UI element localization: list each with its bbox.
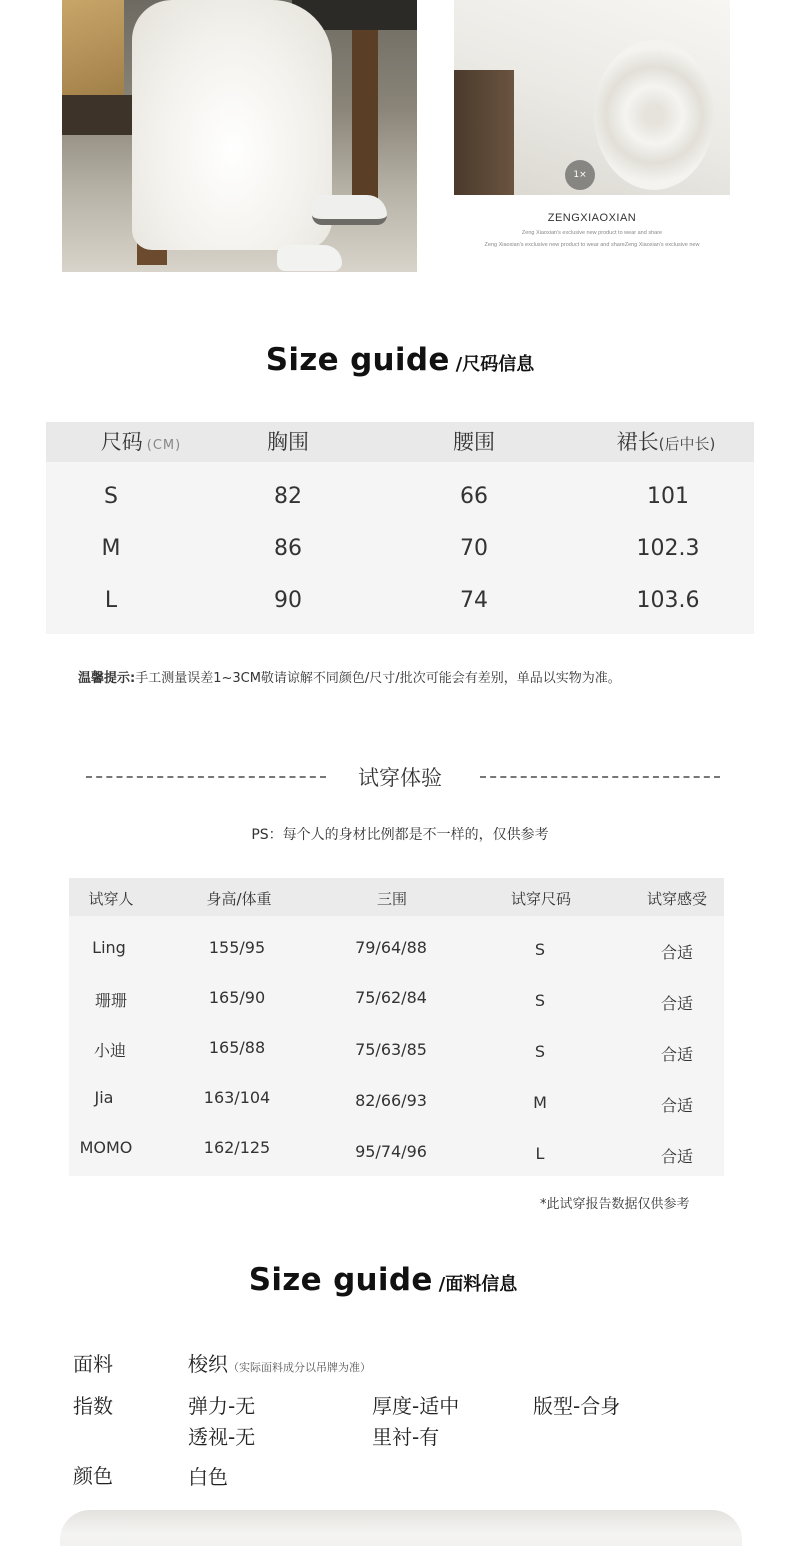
tip-text: 手工测量误差1~3CM敬请谅解不同颜色/尺寸/批次可能会有差别，单品以实物为准。 xyxy=(135,671,621,686)
cell-fit-feel: 合适 xyxy=(660,1147,693,1166)
cell-tried-size: S xyxy=(534,991,546,1010)
tip-label: 温馨提示: xyxy=(78,671,136,686)
material-label: 面料 xyxy=(73,1352,113,1376)
tryon-title: 试穿体验 xyxy=(358,766,442,790)
cell-measurements: 75/62/84 xyxy=(355,988,427,1007)
cell-height-weight: 163/104 xyxy=(203,1088,271,1107)
brand-name: ZENGXIAOXIAN xyxy=(547,212,637,224)
cell-height-weight: 155/95 xyxy=(208,938,266,957)
material-note: （实际面料成分以吊牌为准） xyxy=(228,1361,371,1374)
header-fit-feel: 试穿感受 xyxy=(646,890,707,908)
cell-size: S xyxy=(104,484,118,509)
zoom-badge: 1× xyxy=(565,160,595,190)
cell-tester: 小迪 xyxy=(93,1041,126,1060)
cell-tester: MOMO xyxy=(79,1138,133,1157)
cell-height-weight: 165/90 xyxy=(208,988,266,1007)
cell-measurements: 95/74/96 xyxy=(355,1142,427,1161)
header-tried-size: 试穿尺码 xyxy=(510,890,571,908)
size-guide-subtitle: /尺码信息 xyxy=(455,354,535,375)
lining-value: 里衬-有 xyxy=(372,1425,440,1449)
header-waist: 腰围 xyxy=(453,430,495,454)
cell-size: M xyxy=(101,536,121,561)
cell-fit-feel: 合适 xyxy=(660,1096,693,1115)
header-length: 裙长(后中长) xyxy=(616,430,716,454)
header-bust: 胸围 xyxy=(267,430,309,454)
color-label: 颜色 xyxy=(73,1464,113,1488)
cell-height-weight: 162/125 xyxy=(203,1138,271,1157)
cell-fit-feel: 合适 xyxy=(660,943,693,962)
cell-bust: 86 xyxy=(274,536,302,561)
fabric-subtitle: /面料信息 xyxy=(438,1274,518,1295)
product-photo-model xyxy=(62,0,417,272)
cell-height-weight: 165/88 xyxy=(208,1038,266,1057)
size-table-header xyxy=(46,422,754,462)
cell-waist: 74 xyxy=(460,588,488,613)
size-guide-title: Size guide xyxy=(265,342,450,378)
cell-bust: 90 xyxy=(274,588,302,613)
cell-length: 102.3 xyxy=(636,536,700,561)
size-guide-heading xyxy=(0,342,800,378)
cell-tried-size: S xyxy=(534,940,546,959)
cell-measurements: 79/64/88 xyxy=(355,938,427,957)
thickness-value: 厚度-适中 xyxy=(372,1394,460,1418)
cell-waist: 66 xyxy=(460,484,488,509)
header-measurements: 三围 xyxy=(376,890,407,908)
cell-tester: 珊珊 xyxy=(94,991,127,1010)
tryon-table-header xyxy=(69,878,724,916)
fabric-heading xyxy=(0,1262,783,1298)
index-label: 指数 xyxy=(73,1394,113,1418)
cell-fit-feel: 合适 xyxy=(660,1045,693,1064)
cell-measurements: 75/63/85 xyxy=(355,1040,427,1059)
cell-tried-size: S xyxy=(534,1042,546,1061)
transparency-value: 透视-无 xyxy=(188,1425,256,1449)
measurement-tip xyxy=(78,667,621,686)
cell-length: 103.6 xyxy=(636,588,700,613)
cell-tester: Ling xyxy=(92,938,126,957)
cell-size: L xyxy=(104,588,118,613)
cell-fit-feel: 合适 xyxy=(660,994,693,1013)
header-height-weight: 身高/体重 xyxy=(206,890,272,908)
fabric-title: Size guide xyxy=(248,1262,433,1298)
header-size: 尺码 (CM) xyxy=(100,430,182,454)
color-value: 白色 xyxy=(188,1465,228,1489)
tryon-reference-note: *此试穿报告数据仅供参考 xyxy=(540,1197,690,1212)
header-tester: 试穿人 xyxy=(88,890,134,908)
cell-measurements: 82/66/93 xyxy=(355,1091,427,1110)
cell-waist: 70 xyxy=(460,536,488,561)
cell-tried-size: L xyxy=(535,1144,545,1163)
brand-tagline: Zeng Xiaoxian's exclusive new product to wear and share xyxy=(521,230,663,236)
cell-tried-size: M xyxy=(533,1093,547,1112)
material-value: 梭织 xyxy=(188,1352,228,1376)
cell-bust: 82 xyxy=(274,484,302,509)
cell-tester: Jia xyxy=(94,1088,114,1107)
cell-length: 101 xyxy=(647,484,689,509)
divider-right xyxy=(480,776,720,778)
elasticity-value: 弹力-无 xyxy=(188,1394,256,1418)
tryon-ps-note: PS：每个人的身材比例都是不一样的，仅供参考 xyxy=(251,827,549,843)
tryon-heading xyxy=(0,762,800,798)
brand-tagline-repeat: Zeng Xiaoxian's exclusive new product to wear and shareZeng Xiaoxian's exclusive new xyxy=(484,242,700,248)
material-value-group xyxy=(188,1348,371,1377)
fit-value: 版型-合身 xyxy=(533,1394,621,1418)
tryon-table xyxy=(69,878,724,1176)
size-table xyxy=(46,422,754,634)
bottom-product-photo xyxy=(60,1510,742,1546)
